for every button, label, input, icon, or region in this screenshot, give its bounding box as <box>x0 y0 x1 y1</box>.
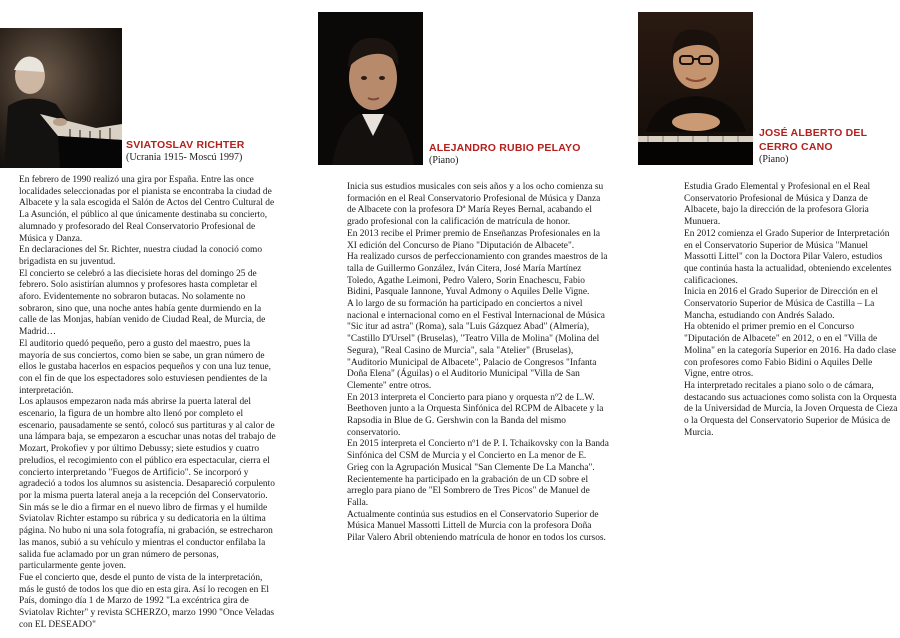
bio-paragraph: Ha obtenido el primer premio en el Concurso "Diputación de Albacete" en 2012, o en el "Villa de Molina" en la categoría Superior en 2016. Ha dado clase con profesores como Fabio Bidini o Aquiles Delle Vigne, entre otros. <box>684 322 897 380</box>
bio-paragraph: Recientemente ha participado en la grabación de un CD sobre el arreglo para piano de "El Sombrero de Tres Picos" de Manuel de Falla. <box>347 474 590 508</box>
rubio-pelayo-bio <box>347 182 609 545</box>
bio-paragraph: El auditorio quedó pequeño, pero a gusto del maestro, pues la mayoría de sus conciertos, como bien se sabe, un gran número de ellos le gustaba hacerlos en espacios pequeños y con una luz tenue, con el fin de que los espectadores solo estuviesen pendientes de la interpretación. <box>19 338 271 396</box>
del-cerro-bio <box>684 182 898 439</box>
bio-paragraph: Ha realizado cursos de perfeccionamiento con grandes maestros de la talla de Guillermo González, Iván Citera, José María Martínez Toledo, Agathe Leimoni, Pedro Valero, Sorin Enachescu, Fabio Bidini, Pasquale Iannone, Yuval Admony o Aquiles Delle Vigne. <box>347 252 608 298</box>
bio-paragraph: A lo largo de su formación ha participado en conciertos a nivel nacional e internacional como en el Festival Internacional de Música "Sic itur ad astra" (Roma), sala "Luis Gázquez Abad" (Almería), "Castillo D'Ursel" (Bruselas), "Teatro Villa de Molina" (Molina del Segura), "Real Casino de Murcia", sala "Atelier" (Bruselas), "Auditorio Municipal de Albacete", Palacio de Congresos "Infanta Doña Elena" (Águilas) o el Auditorio Municipal "Villa de San Clemente" entre otros. <box>347 299 605 391</box>
bio-paragraph: Los aplausos empezaron nada más abrirse la puerta lateral del escenario, la figura de un hombre alto llenó por completo el escenario, pausadamente se sentó, colocó sus partituras y al calor de una lámpara baja, se empezaron a escuchar unas notas del trabajo de Mozart, Prokofiev y por último Debussy; siete estudios y cuatro preludios, el recogimiento con el público era espectacular, cierra el concierto interpretando "Fuegos de Artificio". Se incorporó y agradeció a todos los alumnos su asistencia. Desapareció corpulento por la misma puerta lateral aneja a la recepción del Conservatorio. Sin más se le dio a firmar en el nuevo libro de firmas y el humilde Sviatolav Richter estampo su rúbrica y su dedicatoria en la última página. No hubo ni una sola fotografía, ni grabación, se estrecharon las manos, subió a su vehículo y mientras el conductor enfilaba la salida fue aclamado por un gran número de personas, particularmente gente joven. <box>19 397 276 572</box>
del-cerro-name-line2: CERRO CANO <box>759 141 833 153</box>
del-cerro-photo <box>638 12 753 165</box>
rubio-pelayo-photo <box>318 12 423 165</box>
rubio-pelayo-subtitle: (Piano) <box>429 155 459 166</box>
bio-paragraph: Actualmente continúa sus estudios en el Conservatorio Superior de Música Manuel Massotti Littell de Murcia con la profesora Doña Pilar Valero Abril obteniendo matrícula de honor en todos los cursos. <box>347 509 606 544</box>
bio-paragraph: Inicia en 2016 el Grado Superior de Dirección en el Conservatorio Superior de Música de Castilla – La Mancha, estudiando con Andrés Salado. <box>684 287 878 321</box>
bio-paragraph: En 2013 interpreta el Concierto para piano y orquesta nº2 de L.W. Beethoven junto a la Orquesta Sinfónica del RCPM de Albacete y la Rapsodia in Blue de G. Gershwin con la Banda del mismo conservatorio. <box>347 392 604 438</box>
bio-paragraph: En 2015 interpreta el Concierto nº1 de P. I. Tchaikovsky con la Banda Sinfónica del CSM de Murcia y el Concierto en La menor de E. Grieg con la Agrupación Musical "San Clemente De La Mancha". <box>347 439 609 473</box>
del-cerro-name-line1: JOSÉ ALBERTO DEL <box>759 127 868 139</box>
richter-photo <box>0 28 122 168</box>
bio-paragraph: En febrero de 1990 realizó una gira por España. Entre las once localidades seleccionadas por el pianista se encontraba la ciudad de Albacete y la sala escogida el Salón de Actos del Centro Cultural de La Asunción, el público al que únicamente destinaba su concierto, alumnado y profesorado del Real Conservatorio Profesional de Música y Danza. <box>19 175 275 244</box>
richter-bio <box>19 175 279 631</box>
bio-paragraph: En 2013 recibe el Primer premio de Enseñanzas Profesionales en la XI edición del Concurso de Piano "Diputación de Albacete". <box>347 228 601 251</box>
richter-subtitle: (Ucrania 1915- Moscú 1997) <box>126 152 243 163</box>
rubio-pelayo-name: ALEJANDRO RUBIO PELAYO <box>429 142 581 154</box>
bio-paragraph: En declaraciones del Sr. Richter, nuestra ciudad la conoció como brigadista en su juventud. <box>19 245 263 267</box>
bio-paragraph: El concierto se celebró a las diecisiete horas del domingo 25 de febrero. Solo asistirían alumnos y profesores hasta completar el aforo. Evidentemente no sobraron butacas. No solamente no sobraron, sino que, una noche antes había gente durmiendo en la calle de las Monjas, habían venido de Ciudad Real, de Murcia, de Madrid… <box>19 268 266 338</box>
bio-paragraph: Inicia sus estudios musicales con seis años y a los ocho comienza su formación en el Real Conservatorio Profesional de Música y Danza de Albacete con la profesora Dª María Reyes Bernal, acabando el grado profesional con la calificación de matrícula de honor. <box>347 182 604 228</box>
richter-name: SVIATOSLAV RICHTER <box>126 139 245 151</box>
bio-paragraph: Ha interpretado recitales a piano solo o de cámara, destacando sus actuaciones como solista con la Orquesta de la Universidad de Murcia, la Joven Orquesta de Cieza o la Orquesta del Conservatorio Superior de Música de Murcia. <box>684 380 898 438</box>
bio-paragraph: Estudia Grado Elemental y Profesional en el Real Conservatorio Profesional de Música y Danza de Albacete, bajo la dirección de la profesora Gloria Munuera. <box>684 182 871 228</box>
del-cerro-subtitle: (Piano) <box>759 154 789 165</box>
bio-paragraph: En 2012 comienza el Grado Superior de Interpretación en el Conservatorio Superior de Música "Manuel Massotti Littel" con la Doctora Pilar Valero, estudios que continúa hasta la actualidad, obteniendo excelentes calificaciones. <box>684 228 892 286</box>
bio-paragraph: Fue el concierto que, desde el punto de vista de la interpretación, más le gustó de todos los que dio en esta gira. Así lo recogen en El País, domingo día 1 de Marzo de 1992 "La excéntrica gira de Sviatolav Richter" y revista SCHERZO, marzo 1990 "Once Veladas con EL DESEADO" <box>19 572 275 630</box>
